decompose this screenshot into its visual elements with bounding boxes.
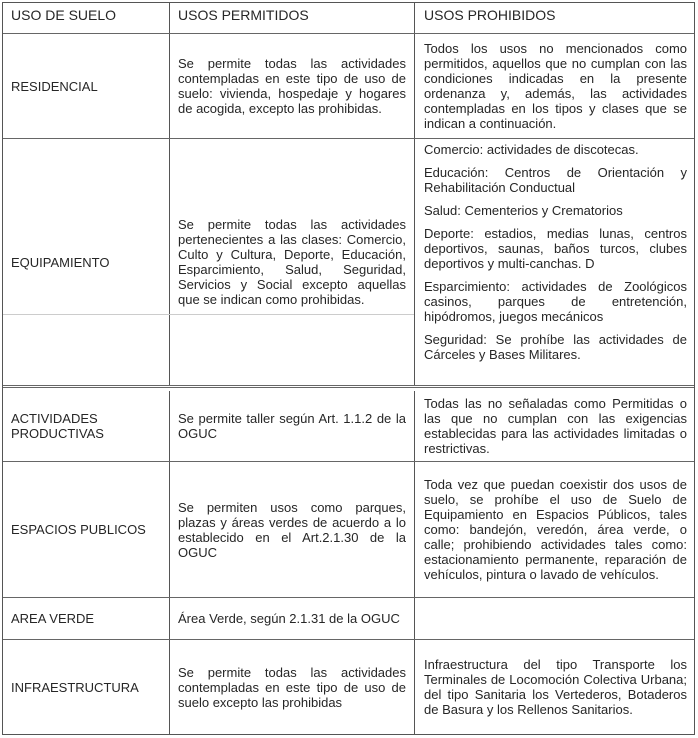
uso-cell: INFRAESTRUCTURA bbox=[11, 679, 139, 695]
table-row bbox=[3, 139, 694, 388]
prohibidos-text: Todas las no señaladas como Permitidas o las que no cumplan con las exigencias establecidas para las actividades limitadas o restrictivas. bbox=[424, 396, 687, 456]
prohibidos-item: Salud: Cementerios y Crematorios bbox=[424, 203, 623, 218]
uso-cell: ESPACIOS PUBLICOS bbox=[11, 522, 146, 537]
table-row bbox=[3, 391, 694, 462]
prohibidos-text: Todos los usos no mencionados como permitidos, aquellos que no cumplan con las condiciones indicadas en la presente ordenanza y, además, las actividades contempladas en los tipos y clases que se indican a continuación. bbox=[424, 41, 687, 131]
header-usos-permitidos: USOS PERMITIDOS bbox=[169, 3, 414, 33]
prohibidos-cell bbox=[414, 34, 695, 138]
prohibidos-cell bbox=[414, 462, 695, 597]
table-row bbox=[3, 640, 694, 734]
prohibidos-item: Esparcimiento: actividades de Zoológicos casinos, parques de entretención, hipódromos, juegos mecánicos bbox=[424, 279, 687, 324]
prohibidos-text: Infraestructura del tipo Transporte los Terminales de Locomoción Colectiva Urbana; del tipo Sanitaria los Vertederos, Botaderos de Basura y los Rellenos Sanitarios. bbox=[424, 657, 687, 717]
table-row bbox=[3, 598, 694, 640]
table-header-row bbox=[3, 3, 694, 34]
page-break-line bbox=[3, 314, 414, 315]
uso-cell: EQUIPAMIENTO bbox=[11, 254, 110, 270]
permitidos-cell bbox=[169, 139, 414, 385]
permitidos-text: Área Verde, según 2.1.31 de la OGUC bbox=[178, 611, 400, 626]
prohibidos-cell bbox=[414, 640, 695, 734]
prohibidos-cell bbox=[414, 391, 695, 461]
permitidos-text: Se permite todas las actividades contempladas en este tipo de uso de suelo excepto las prohibidas bbox=[178, 664, 406, 710]
prohibidos-item: Comercio: actividades de discotecas. bbox=[424, 142, 639, 157]
permitidos-cell bbox=[169, 598, 414, 639]
prohibidos-item: Deporte: estadios, medias lunas, centros deportivos, saunas, baños turcos, clubes deportivos y multi-canchas. D bbox=[424, 226, 687, 271]
uso-cell: AREA VERDE bbox=[11, 611, 95, 626]
header-uso-de-suelo: USO DE SUELO bbox=[11, 7, 117, 23]
permitidos-cell bbox=[169, 34, 414, 138]
permitidos-cell bbox=[169, 462, 414, 597]
header-usos-prohibidos: USOS PROHIBIDOS bbox=[414, 3, 695, 33]
permitidos-cell bbox=[169, 640, 414, 734]
permitidos-cell bbox=[169, 391, 414, 461]
land-use-table bbox=[2, 2, 695, 735]
prohibidos-item: Seguridad: Se prohíbe las actividades de Cárceles y Bases Militares. bbox=[424, 332, 687, 362]
prohibidos-cell bbox=[414, 139, 695, 385]
uso-cell: RESIDENCIAL bbox=[11, 78, 98, 94]
uso-cell: ACTIVIDADES PRODUCTIVAS bbox=[11, 411, 104, 441]
permitidos-text: Se permiten usos como parques, plazas y áreas verdes de acuerdo a lo establecido en el Art.2.1.30 de la OGUC bbox=[178, 499, 406, 560]
prohibidos-cell-empty bbox=[414, 598, 695, 639]
permitidos-text: Se permite todas las actividades pertenecientes a las clases: Comercio, Culto y Cultura, Deporte, Educación, Esparcimiento, Salud, Seguridad, Servicios y Social excepto aquellas que se indican como prohibidas. bbox=[178, 217, 406, 307]
table-row bbox=[3, 462, 694, 598]
prohibidos-item: Educación: Centros de Orientación y Rehabilitación Conductual bbox=[424, 165, 687, 195]
permitidos-text: Se permite todas las actividades contempladas en este tipo de uso de suelo: vivienda, hospedaje y hogares de acogida, excepto las prohibidas. bbox=[178, 56, 406, 116]
prohibidos-text: Toda vez que puedan coexistir dos usos de suelo, se prohíbe el uso de Suelo de Equipamiento en Espacios Públicos, tales como: bandejón, veredón, área verde, o calle; prohibiendo actividades tales como: estacionamiento permanente, reparación de vehículos, pintura o lavado de vehículos. bbox=[424, 477, 687, 582]
table-row bbox=[3, 34, 694, 139]
permitidos-text: Se permite taller según Art. 1.1.2 de la OGUC bbox=[178, 411, 406, 441]
